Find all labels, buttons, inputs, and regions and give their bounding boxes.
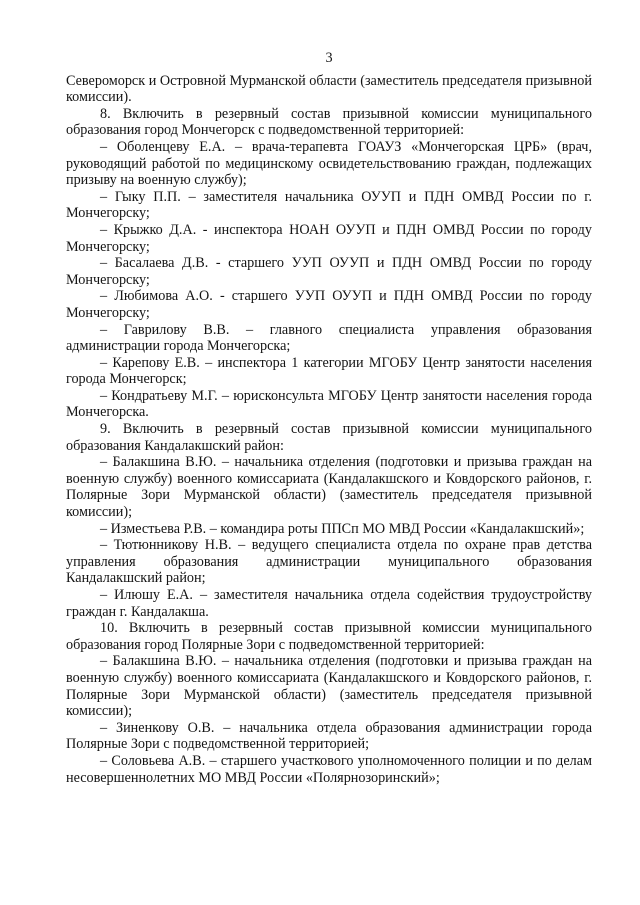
member-item: – Карепову Е.В. – инспектора 1 категории МГОБУ Центр занятости населения города Мончегорск; — [66, 354, 592, 388]
page-number: 3 — [325, 50, 333, 66]
paragraph-continuation: Североморск и Островной Мурманской области (заместитель председателя призывной комиссии). — [66, 72, 592, 106]
member-item: – Крыжко Д.А. - инспектора НОАН ОУУП и ПДН ОМВД России по городу Мончегорску; — [66, 221, 592, 255]
member-item: – Илюшу Е.А. – заместителя начальника отдела содействия трудоустройству граждан г. Кандалакша. — [66, 587, 592, 620]
member-item: – Гаврилову В.В. – главного специалиста управления образования администрации города Мончегорска; — [66, 321, 592, 355]
document-page — [66, 50, 592, 786]
member-item: – Басалаева Д.В. - старшего УУП ОУУП и ПДН ОМВД России по городу Мончегорску; — [66, 255, 592, 288]
member-item: – Гыку П.П. – заместителя начальника ОУУП и ПДН ОМВД России по г. Мончегорску; — [66, 188, 592, 222]
member-item: – Любимова А.О. - старшего УУП ОУУП и ПДН ОМВД России по городу Мончегорску; — [66, 288, 592, 321]
member-item: – Балакшина В.Ю. – начальника отделения (подготовки и призыва граждан на военную службу) военного комиссариата (Кандалакшского и Ковдорского районов, г. Полярные Зори Мурманской области) (заместитель председателя призывной комиссии); — [66, 454, 592, 521]
member-item: – Балакшина В.Ю. – начальника отделения (подготовки и призыва граждан на военную службу) военного комиссариата (Кандалакшского и Ковдорского районов, г. Полярные Зори Мурманской области) (заместитель председателя призывной комиссии); — [66, 653, 592, 720]
member-item: – Тютюнникову Н.В. – ведущего специалиста отдела по охране прав детства управления образования администрации муниципального образования Кандалакшский район; — [66, 537, 592, 587]
paragraph-item-10: 10. Включить в резервный состав призывной комиссии муниципального образования город Полярные Зори с подведомственной территорией: — [66, 620, 592, 653]
paragraph-item-9: 9. Включить в резервный состав призывной комиссии муниципального образования Кандалакшский район: — [66, 421, 592, 454]
member-item: – Соловьева А.В. – старшего участкового уполномоченного полиции и по делам несовершеннолетних МО МВД России «Полярнозоринский»; — [66, 752, 592, 786]
member-item: – Изместьева Р.В. – командира роты ППСп МО МВД России «Кандалакшский»; — [100, 520, 585, 537]
member-item: – Зиненкову О.В. – начальника отдела образования администрации города Полярные Зори с подведомственной территорией; — [66, 719, 592, 753]
paragraph-item-8: 8. Включить в резервный состав призывной комиссии муниципального образования город Мончегорск с подведомственной территорией: — [66, 105, 592, 139]
member-item: – Кондратьеву М.Г. – юрисконсульта МГОБУ Центр занятости населения города Мончегорска. — [66, 387, 592, 421]
member-item: – Оболенцеву Е.А. – врача-терапевта ГОАУЗ «Мончегорская ЦРБ» (врач, руководящий работой по медицинскому освидетельствованию граждан, подлежащих призыву на военную службу); — [66, 138, 592, 189]
